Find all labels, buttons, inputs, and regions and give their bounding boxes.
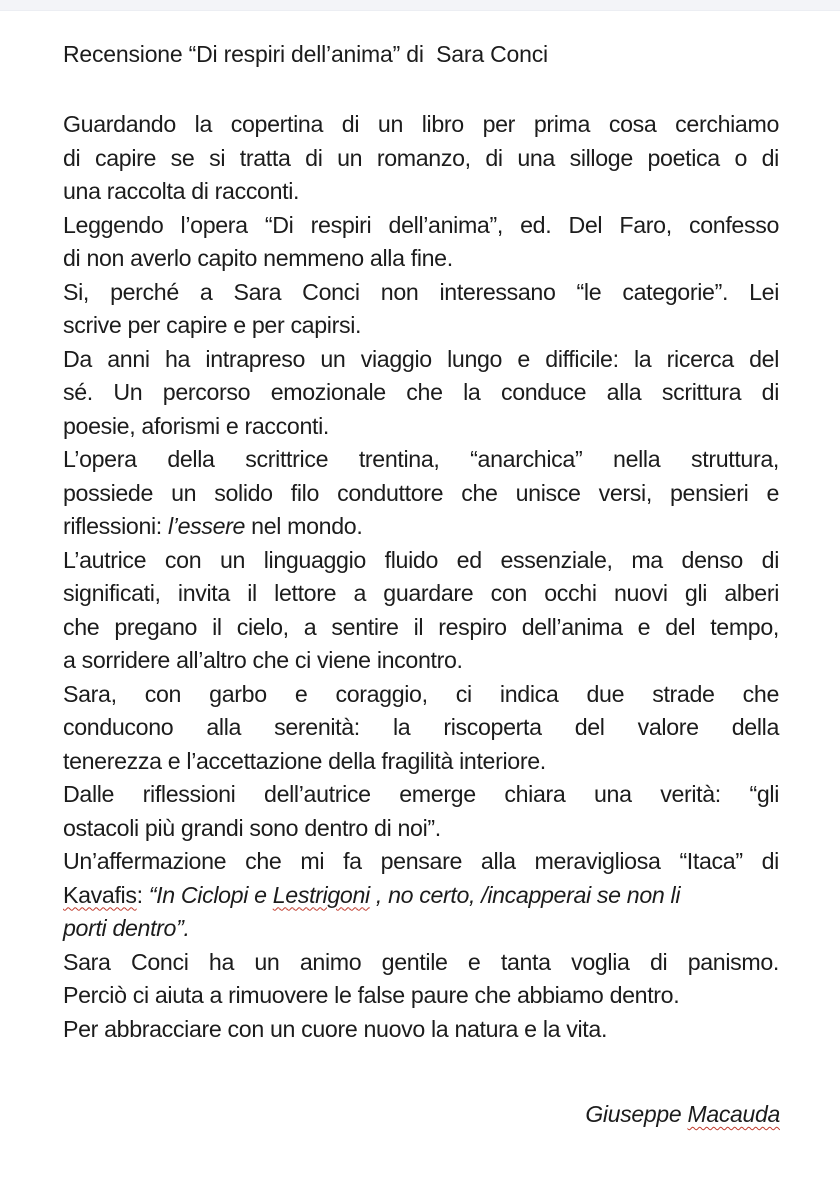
paragraph-9-quote — [63, 845, 779, 946]
text-line — [63, 879, 779, 913]
text-line: Per abbracciare con un cuore nuovo la natura e la vita. — [63, 1015, 608, 1042]
italic-quote: “In Ciclopi e — [148, 881, 273, 908]
document-body — [63, 108, 779, 1046]
paragraph-2 — [63, 209, 779, 276]
text-run: nel mondo. — [245, 513, 363, 539]
text-line: che pregano il cielo, a sentire il respiro dell’anima e del tempo, — [63, 613, 779, 640]
spellcheck-flagged-word[interactable]: Lestrigoni — [272, 881, 370, 908]
paragraph-4 — [63, 343, 779, 444]
italic-emphasis: l’essere — [167, 513, 246, 539]
text-line: scrive per capire e per capirsi. — [63, 312, 362, 338]
text-line: tenerezza e l’accettazione della fragilità interiore. — [63, 747, 546, 774]
author-signature — [585, 1098, 780, 1130]
document-title: Recensione “Di respiri dell’anima” di Sara Conci — [63, 41, 548, 67]
spellcheck-flagged-word[interactable]: Macauda — [687, 1101, 780, 1127]
text-line: Da anni ha intrapreso un viaggio lungo e difficile: la ricerca del — [63, 345, 779, 372]
text-run: : — [136, 881, 149, 908]
text-line: Leggendo l’opera “Di respiri dell’anima”, ed. Del Faro, confesso — [63, 211, 779, 238]
text-line: L’opera della scrittrice trentina, “anarchica” nella struttura, — [63, 446, 779, 472]
text-line: una raccolta di racconti. — [63, 178, 300, 204]
text-line: Sara Conci ha un animo gentile e tanta voglia di panismo. — [63, 948, 779, 975]
text-line: di non averlo capito nemmeno alla fine. — [63, 245, 453, 271]
paragraph-5 — [63, 443, 779, 544]
text-line: significati, invita il lettore a guardare con occhi nuovi gli alberi — [63, 580, 779, 606]
italic-quote: , no certo, /incapperai se non li — [369, 881, 681, 908]
text-line: poesie, aforismi e racconti. — [63, 412, 329, 439]
text-run: riflessioni: — [63, 513, 168, 539]
text-line: ostacoli più grandi sono dentro di noi”. — [63, 814, 441, 841]
paragraph-7 — [63, 678, 779, 779]
text-line: L’autrice con un linguaggio fluido ed essenziale, ma denso di — [63, 546, 779, 573]
text-line: Si, perché a Sara Conci non interessano “le categorie”. Lei — [63, 278, 779, 305]
text-line: possiede un solido filo conduttore che unisce versi, pensieri e — [63, 479, 779, 506]
text-line: Sara, con garbo e coraggio, ci indica due strade che — [63, 680, 779, 707]
text-line — [63, 510, 779, 544]
paragraph-10 — [63, 946, 779, 1047]
signature-first-name: Giuseppe — [585, 1101, 688, 1127]
paragraph-1 — [63, 108, 779, 209]
spellcheck-flagged-word[interactable]: Kavafis — [63, 881, 137, 908]
text-line: di capire se si tratta di un romanzo, di una silloge poetica o di — [63, 144, 779, 171]
text-line: Guardando la copertina di un libro per prima cosa cerchiamo — [63, 111, 779, 137]
paragraph-8 — [63, 778, 779, 845]
text-line: a sorridere all’altro che ci viene incontro. — [63, 647, 463, 673]
paragraph-3 — [63, 276, 779, 343]
paragraph-6 — [63, 544, 779, 678]
italic-quote-end: porti dentro”. — [63, 915, 190, 941]
text-line: Dalle riflessioni dell’autrice emerge chiara una verità: “gli — [63, 781, 779, 807]
text-line: Un’affermazione che mi fa pensare alla meravigliosa “Itaca” di — [63, 848, 779, 874]
text-line: conducono alla serenità: la riscoperta del valore della — [63, 714, 779, 740]
text-line: sé. Un percorso emozionale che la conduce alla scrittura di — [63, 379, 779, 405]
text-line: Perciò ci aiuta a rimuovere le false paure che abbiamo dentro. — [63, 982, 680, 1008]
